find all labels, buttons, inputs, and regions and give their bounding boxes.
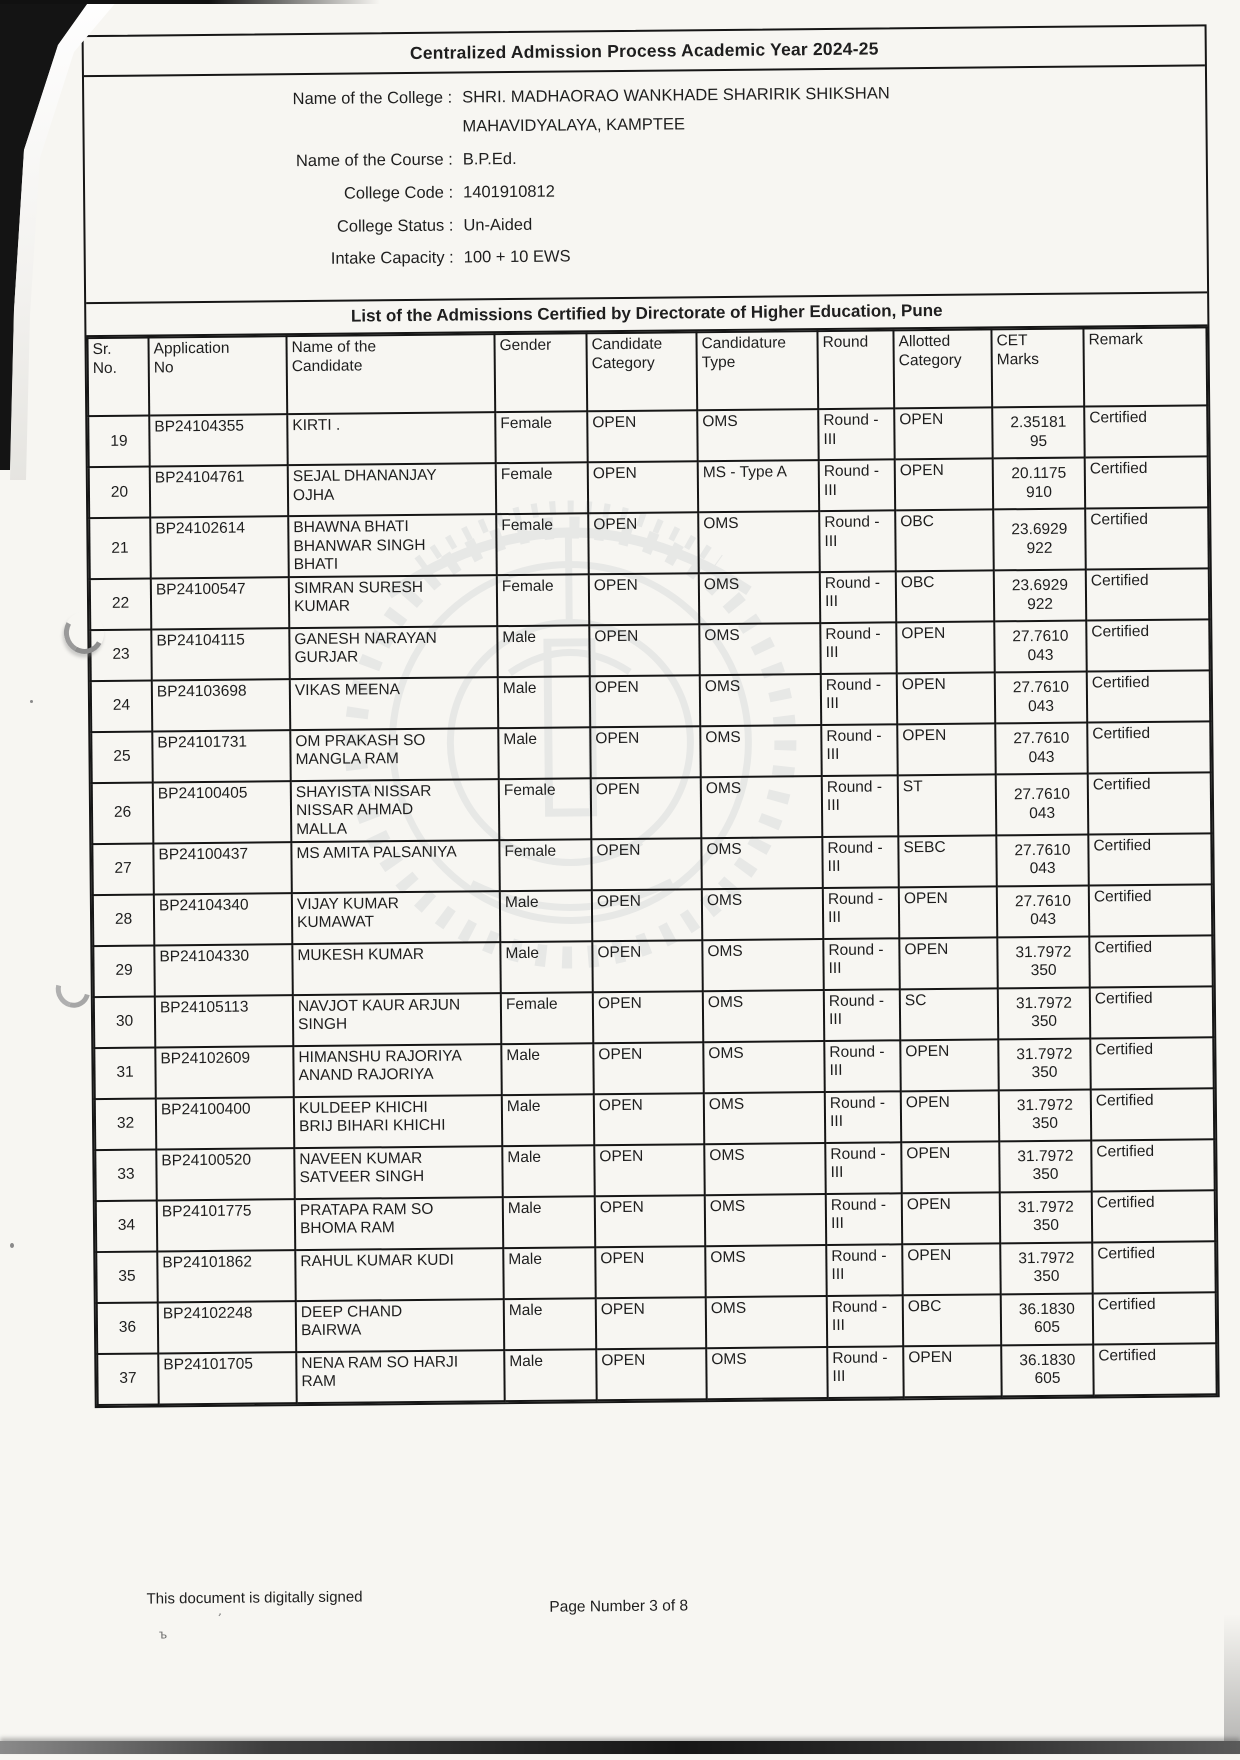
cell-sr-no: 36 [97, 1302, 158, 1354]
admissions-table-body [88, 406, 1216, 1405]
cell-candidate-name: VIJAY KUMAR KUMAWAT [292, 891, 500, 944]
cell-allotted-category: OPEN [902, 1243, 1000, 1295]
college-name-label: Name of the College : [292, 88, 453, 109]
col-header-candidature-type: Candidature Type [696, 331, 818, 410]
scan-smudge [1224, 1614, 1240, 1744]
cell-candidate-category: OPEN [591, 777, 702, 839]
cell-sr-no: 32 [95, 1098, 156, 1150]
cell-allotted-category: OPEN [902, 1192, 1000, 1244]
cell-cet-marks: 27.7610 043 [994, 621, 1086, 673]
cell-candidature-type: OMS [704, 1092, 825, 1144]
cell-candidate-category: OPEN [592, 889, 702, 941]
info-row-college [84, 76, 1206, 145]
cell-application-no: BP24104761 [150, 465, 288, 517]
cell-gender: Male [500, 890, 592, 942]
college-status-value: Un-Aided [463, 215, 533, 234]
cell-gender: Male [497, 625, 589, 677]
cell-sr-no: 22 [90, 579, 151, 631]
cell-remark: Certified [1085, 457, 1208, 509]
cell-round: Round -III [818, 409, 894, 461]
cell-sr-no: 21 [89, 518, 151, 579]
cell-candidature-type: OMS [703, 990, 824, 1042]
scan-speck [30, 700, 33, 703]
cell-sr-no: 24 [91, 681, 152, 733]
cell-application-no: BP24104330 [154, 944, 292, 996]
cell-allotted-category: OPEN [894, 408, 992, 460]
col-header-gender: Gender [494, 334, 587, 413]
cell-cet-marks: 27.7610 043 [996, 774, 1089, 836]
cell-candidate-name: PRATAPA RAM SO BHOMA RAM [295, 1197, 503, 1250]
cell-candidate-category: OPEN [590, 726, 700, 778]
cell-round: Round -III [827, 1295, 903, 1347]
cell-allotted-category: OBC [895, 510, 994, 572]
college-info [84, 66, 1207, 302]
cell-allotted-category: OPEN [897, 672, 995, 724]
cell-remark: Certified [1091, 1088, 1214, 1140]
cell-sr-no: 34 [96, 1200, 157, 1252]
cell-candidate-category: OPEN [589, 573, 699, 625]
cell-candidate-name: BHAWNA BHATI BHANWAR SINGH BHATI [288, 514, 497, 577]
cell-candidate-category: OPEN [589, 624, 699, 676]
cell-candidate-category: OPEN [594, 1144, 704, 1196]
cell-round: Round -III [821, 724, 897, 776]
cell-cet-marks: 2.35181 95 [992, 407, 1084, 459]
college-status-label: College Status : [336, 216, 454, 236]
cell-candidate-name: SHAYISTA NISSAR NISSAR AHMAD MALLA [291, 779, 500, 842]
col-header-round: Round [817, 331, 894, 410]
cell-application-no: BP24101775 [157, 1199, 295, 1251]
cell-gender: Male [504, 1349, 596, 1401]
cell-candidature-type: OMS [704, 1143, 825, 1195]
cell-candidate-name: MUKESH KUMAR [292, 942, 500, 995]
cell-gender: Female [496, 463, 588, 515]
cell-gender: Male [500, 941, 592, 993]
cell-candidate-name: MS AMITA PALSANIYA [291, 840, 499, 893]
table-row [97, 1343, 1216, 1405]
cell-candidature-type: MS - Type A [698, 460, 819, 512]
cell-cet-marks: 36.1830 605 [1001, 1293, 1093, 1345]
course-name-value: B.P.Ed. [462, 149, 517, 169]
cell-cet-marks: 36.1830 605 [1001, 1344, 1093, 1396]
cell-cet-marks: 31.7972 350 [997, 936, 1089, 988]
cell-candidature-type: OMS [701, 837, 822, 889]
cell-sr-no: 28 [93, 894, 154, 946]
cell-allotted-category: OPEN [899, 886, 997, 938]
cell-application-no: BP24101862 [157, 1250, 295, 1302]
info-row-intake-capacity [86, 237, 1207, 277]
cell-gender: Female [497, 574, 589, 626]
cell-remark: Certified [1091, 1139, 1214, 1191]
cell-application-no: BP24101705 [158, 1352, 296, 1404]
table-row [92, 772, 1212, 844]
cell-sr-no: 25 [91, 732, 152, 784]
cell-allotted-category: OBC [896, 570, 994, 622]
cell-application-no: BP24104115 [151, 628, 289, 680]
intake-capacity-value: 100 + 10 EWS [463, 247, 571, 267]
digital-signature-note: This document is digitally signed [146, 1588, 363, 1608]
cell-allotted-category: OPEN [896, 621, 994, 673]
cell-cet-marks: 23.6929 922 [993, 509, 1086, 571]
cell-cet-marks: 20.1175 910 [993, 458, 1085, 510]
cell-candidate-name: KULDEEP KHICHI BRIJ BIHARI KHICHI [294, 1095, 502, 1148]
course-name-label: Name of the Course : [295, 150, 453, 170]
cell-round: Round -III [826, 1193, 902, 1245]
cell-sr-no: 23 [90, 630, 151, 682]
cell-candidature-type: OMS [697, 409, 818, 461]
table-row [89, 508, 1209, 580]
document-body [82, 24, 1220, 1408]
cell-gender: Female [495, 412, 587, 464]
cell-candidate-category: OPEN [594, 1093, 704, 1145]
cell-sr-no: 33 [95, 1149, 156, 1201]
cell-candidate-category: OPEN [595, 1195, 705, 1247]
cell-cet-marks: 27.7610 043 [996, 834, 1088, 886]
cell-gender: Male [503, 1247, 595, 1299]
cell-round: Round -III [819, 460, 895, 512]
cell-remark: Certified [1086, 568, 1209, 620]
col-header-candidate-name: Name of the Candidate [286, 334, 495, 414]
cell-candidature-type: OMS [699, 572, 820, 624]
cell-allotted-category: OBC [903, 1294, 1001, 1346]
col-header-remark: Remark [1083, 328, 1207, 407]
table-header-row [87, 328, 1207, 417]
cell-application-no: BP24102248 [158, 1301, 296, 1353]
cell-round: Round -III [825, 1091, 901, 1143]
col-header-allotted-category: Allotted Category [893, 330, 992, 409]
scan-bottom-edge [0, 1741, 1240, 1754]
cell-application-no: BP24101731 [152, 730, 290, 782]
cell-application-no: BP24102614 [150, 516, 289, 578]
cell-cet-marks: 31.7972 350 [998, 1038, 1090, 1090]
cell-sr-no: 20 [89, 467, 150, 519]
page-number: Page Number 3 of 8 [549, 1597, 689, 1616]
cell-candidate-category: OPEN [590, 675, 700, 727]
cell-sr-no: 27 [92, 843, 153, 895]
cell-cet-marks: 31.7972 350 [999, 1089, 1091, 1141]
cell-remark: Certified [1088, 772, 1212, 834]
col-header-application-no: Application No [148, 336, 287, 415]
cell-remark: Certified [1086, 619, 1209, 671]
cell-remark: Certified [1089, 935, 1212, 987]
cell-gender: Male [502, 1094, 594, 1146]
cell-remark: Certified [1088, 833, 1211, 885]
cell-sr-no: 26 [92, 783, 154, 844]
cell-candidate-category: OPEN [596, 1297, 706, 1349]
cell-candidate-name: NAVJOT KAUR ARJUN SINGH [293, 993, 501, 1046]
college-name-value: SHRI. MADHAORAO WANKHADE SHARIRIK SHIKSHAN MAHAVIDYALAYA, KAMPTEE [462, 84, 890, 136]
cell-allotted-category: OPEN [901, 1141, 999, 1193]
cell-application-no: BP24104355 [149, 414, 287, 466]
cell-candidate-category: OPEN [593, 1042, 703, 1094]
section-title: List of the Admissions Certified by Directorate of Higher Education, Pune [86, 292, 1207, 338]
cell-gender: Male [498, 676, 590, 728]
cell-gender: Male [503, 1196, 595, 1248]
cell-round: Round -III [824, 1040, 900, 1092]
cell-candidature-type: OMS [700, 725, 821, 777]
admissions-table [86, 327, 1217, 1406]
cell-sr-no: 19 [88, 416, 149, 468]
cell-round: Round -III [824, 989, 900, 1041]
cell-allotted-category: SC [900, 988, 998, 1040]
pen-mark: ’ [213, 1610, 224, 1625]
cell-gender: Female [499, 778, 592, 840]
cell-round: Round -III [822, 836, 898, 888]
cell-candidate-category: OPEN [593, 991, 703, 1043]
cell-allotted-category: OPEN [901, 1090, 999, 1142]
cell-candidate-category: OPEN [587, 410, 697, 462]
cell-round: Round -III [820, 571, 896, 623]
cell-application-no: BP24105113 [155, 995, 293, 1047]
cell-sr-no: 30 [94, 996, 155, 1048]
cell-round: Round -III [820, 622, 896, 674]
cell-round: Round -III [825, 1142, 901, 1194]
cell-remark: Certified [1089, 884, 1212, 936]
cell-application-no: BP24100520 [156, 1148, 294, 1200]
cell-application-no: BP24102609 [155, 1046, 293, 1098]
cell-candidate-category: OPEN [591, 838, 701, 890]
cell-allotted-category: OPEN [897, 723, 995, 775]
col-header-candidate-category: Candidate Category [586, 332, 697, 411]
cell-candidate-category: OPEN [595, 1246, 705, 1298]
cell-cet-marks: 23.6929 922 [994, 570, 1086, 622]
cell-candidate-name: DEEP CHAND BAIRWA [296, 1299, 504, 1352]
cell-gender: Male [501, 1043, 593, 1095]
cell-candidate-name: NAVEEN KUMAR SATVEER SINGH [294, 1146, 502, 1199]
cell-cet-marks: 31.7972 350 [1000, 1191, 1092, 1243]
cell-remark: Certified [1085, 508, 1209, 570]
cell-sr-no: 35 [96, 1251, 157, 1303]
cell-gender: Male [504, 1298, 596, 1350]
cell-candidature-type: OMS [698, 511, 820, 573]
cell-remark: Certified [1093, 1343, 1216, 1395]
cell-remark: Certified [1087, 670, 1210, 722]
cell-sr-no: 29 [93, 945, 154, 997]
cell-round: Round -III [822, 775, 899, 837]
page-title: Centralized Admission Process Academic Year 2024-25 [84, 26, 1205, 77]
cell-candidate-name: RAHUL KUMAR KUDI [295, 1248, 503, 1301]
cell-application-no: BP24100405 [153, 781, 292, 843]
cell-candidature-type: OMS [701, 776, 823, 838]
cell-candidature-type: OMS [700, 674, 821, 726]
cell-remark: Certified [1092, 1241, 1215, 1293]
cell-candidate-name: NENA RAM SO HARJI RAM [296, 1350, 504, 1403]
cell-sr-no: 37 [97, 1353, 158, 1405]
cell-candidature-type: OMS [702, 888, 823, 940]
cell-candidate-category: OPEN [596, 1348, 706, 1400]
cell-candidate-name: HIMANSHU RAJORIYA ANAND RAJORIYA [293, 1044, 501, 1097]
cell-candidate-category: OPEN [588, 461, 698, 513]
cell-application-no: BP24100437 [153, 842, 291, 894]
scan-edge-artifact [0, 0, 380, 4]
scan-speck [10, 1243, 14, 1248]
cell-gender: Male [498, 727, 590, 779]
cell-candidate-name: GANESH NARAYAN GURJAR [289, 626, 497, 679]
cell-gender: Female [496, 514, 589, 576]
cell-candidate-name: SEJAL DHANANJAY OJHA [288, 463, 496, 516]
cell-application-no: BP24100547 [151, 577, 289, 629]
cell-round: Round -III [823, 938, 899, 990]
cell-round: Round -III [827, 1346, 903, 1398]
cell-candidate-category: OPEN [588, 512, 699, 574]
cell-cet-marks: 31.7972 350 [998, 987, 1090, 1039]
cell-remark: Certified [1093, 1292, 1216, 1344]
cell-cet-marks: 27.7610 043 [995, 672, 1087, 724]
intake-capacity-label: Intake Capacity : [330, 248, 454, 269]
cell-remark: Certified [1092, 1190, 1215, 1242]
cell-candidature-type: OMS [706, 1347, 827, 1399]
cell-candidate-name: SIMRAN SURESH KUMAR [289, 575, 497, 628]
cell-candidature-type: OMS [702, 939, 823, 991]
cell-gender: Female [499, 839, 591, 891]
cell-application-no: BP24103698 [152, 679, 290, 731]
cell-candidature-type: OMS [703, 1041, 824, 1093]
cell-cet-marks: 31.7972 350 [999, 1140, 1091, 1192]
cell-round: Round -III [821, 673, 897, 725]
cell-round: Round -III [823, 887, 899, 939]
cell-allotted-category: OPEN [903, 1345, 1001, 1397]
cell-cet-marks: 31.7972 350 [1000, 1242, 1092, 1294]
cell-round: Round -III [826, 1244, 902, 1296]
pen-mark: ъ [158, 1626, 168, 1642]
cell-cet-marks: 27.7610 043 [995, 723, 1087, 775]
cell-application-no: BP24100400 [156, 1097, 294, 1149]
cell-candidature-type: OMS [706, 1296, 827, 1348]
cell-round: Round -III [819, 511, 896, 573]
col-header-cet-marks: CET Marks [991, 329, 1084, 408]
cell-allotted-category: OPEN [899, 937, 997, 989]
cell-remark: Certified [1090, 986, 1213, 1038]
cell-gender: Female [501, 992, 593, 1044]
cell-allotted-category: ST [898, 774, 997, 836]
cell-candidature-type: OMS [705, 1245, 826, 1297]
cell-candidate-name: OM PRAKASH SO MANGLA RAM [290, 728, 498, 781]
cell-allotted-category: OPEN [900, 1039, 998, 1091]
college-code-value: 1401910812 [463, 182, 555, 202]
cell-candidature-type: OMS [699, 623, 820, 675]
cell-cet-marks: 27.7610 043 [997, 885, 1089, 937]
cell-allotted-category: OPEN [895, 459, 993, 511]
cell-allotted-category: SEBC [898, 835, 996, 887]
cell-application-no: BP24104340 [154, 893, 292, 945]
col-header-sr-no: Sr. No. [87, 338, 149, 417]
cell-candidate-category: OPEN [592, 940, 702, 992]
cell-gender: Male [502, 1145, 594, 1197]
cell-candidate-name: KIRTI . [287, 412, 495, 465]
cell-remark: Certified [1090, 1037, 1213, 1089]
cell-remark: Certified [1087, 721, 1210, 773]
cell-candidate-name: VIKAS MEENA [290, 677, 498, 730]
cell-candidature-type: OMS [705, 1194, 826, 1246]
college-code-label: College Code : [343, 183, 454, 203]
cell-sr-no: 31 [94, 1047, 155, 1099]
cell-remark: Certified [1084, 406, 1207, 458]
